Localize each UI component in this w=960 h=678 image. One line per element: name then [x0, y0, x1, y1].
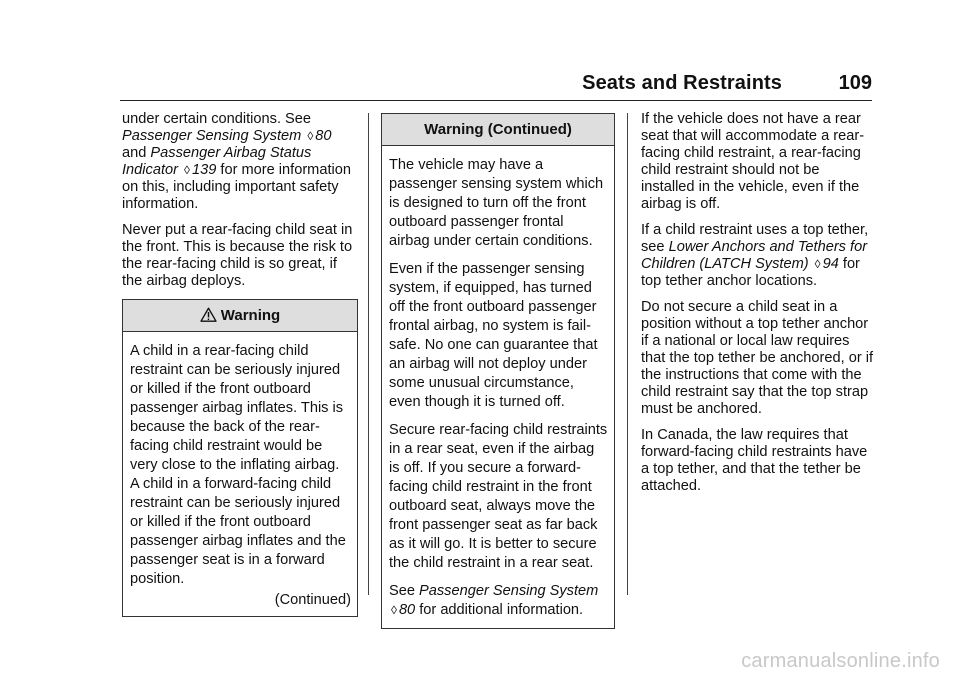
paragraph-tether-anchor: Do not secure a child seat in a position without a top tether anchor if a national or local law requires that the top tether be anchored, or if the instructions that come with the child restraint say that the top strap must be anchored.	[641, 299, 874, 417]
warning-title: Warning	[220, 307, 281, 324]
warning-paragraph-4	[389, 582, 608, 620]
link-passenger-sensing-system[interactable]: Passenger Sensing System	[122, 128, 302, 144]
text: If a child restraint uses a top tether, see	[641, 222, 869, 255]
paragraph-never-rear-facing: Never put a rear-facing child seat in the front. This is because the risk to the rear-facing child is so great, if the airbag deploys.	[122, 222, 353, 289]
warning-body	[123, 332, 357, 616]
column-divider	[368, 113, 369, 595]
text: See	[389, 583, 415, 599]
page-header	[120, 70, 872, 101]
page-ref-icon: ◊	[307, 129, 314, 143]
column-middle	[381, 111, 615, 629]
page-ref-icon: ◊	[391, 603, 397, 617]
text: for additional information.	[419, 602, 584, 618]
page-ref-icon: ◊	[814, 257, 821, 271]
column-left	[122, 111, 358, 617]
paragraph-top-tether	[641, 222, 877, 290]
section-title: Seats and Restraints	[582, 72, 782, 94]
link-latch-system[interactable]: Lower Anchors and Tethers for Children (LATCH System)	[641, 239, 868, 272]
warning-text: A child in a rear-facing child restraint can be seriously injured or killed if the front outboard passenger airbag inflates. This is because the back of the rear-facing child restraint would be very close to the inflating airbag. A child in a forward-facing child restraint can be seriously injured or killed if the front outboard passenger airbag inflates and the passenger seat is in a forward position.	[130, 343, 346, 587]
warning-triangle-icon	[200, 307, 217, 322]
watermark: carmanualsonline.info	[741, 650, 940, 672]
paragraph-sensing-reference	[122, 111, 358, 213]
column-divider	[627, 113, 628, 595]
page-number: 109	[838, 72, 872, 94]
warning-continued-header: Warning (Continued)	[382, 114, 614, 146]
column-right	[641, 111, 877, 504]
text: under certain conditions. See	[122, 111, 312, 127]
link-passenger-sensing-system[interactable]: Passenger Sensing System	[419, 583, 599, 599]
warning-header	[123, 300, 357, 332]
warning-paragraph-2: Even if the passenger sensing system, if equipped, has turned off the front outboard passenger frontal airbag, no system is fail-safe. No one can guarantee that an airbag will not deploy under some unusual circumstance, even though it is turned off.	[389, 261, 598, 410]
warning-continued-box	[381, 113, 615, 629]
page-ref-94[interactable]: 94	[822, 256, 839, 272]
page-ref-80[interactable]: 80	[398, 602, 416, 618]
text: for top tether anchor locations.	[641, 256, 860, 289]
paragraph-no-rear-seat: If the vehicle does not have a rear seat that will accommodate a rear-facing child restraint, a rear-facing child restraint should not be installed in the vehicle, even if the airbag is off.	[641, 111, 865, 212]
warning-paragraph-3: Secure rear-facing child restraints in a rear seat, even if the airbag is off. If you secure a forward-facing child restraint in the front outboard seat, always move the front passenger seat as far back as it will go. It is better to secure the child restraint in a rear seat.	[389, 422, 608, 571]
text: and	[122, 145, 147, 161]
warning-box	[122, 299, 358, 617]
paragraph-canada-law: In Canada, the law requires that forward-facing child restraints have a top tether, and that the tether be attached.	[641, 427, 868, 494]
warning-paragraph-1: The vehicle may have a passenger sensing system which is designed to turn off the front outboard passenger frontal airbag under certain conditions.	[389, 157, 604, 249]
link-passenger-airbag-status-indicator[interactable]: Passenger Airbag Status Indicator	[122, 145, 312, 178]
text: for more information on this, including important safety information.	[122, 162, 351, 212]
continued-label: (Continued)	[274, 592, 351, 608]
page-ref-80[interactable]: 80	[315, 128, 332, 144]
page-ref-139[interactable]: 139	[191, 162, 217, 178]
warning-continued-body	[382, 146, 614, 628]
page-ref-icon: ◊	[184, 163, 190, 177]
